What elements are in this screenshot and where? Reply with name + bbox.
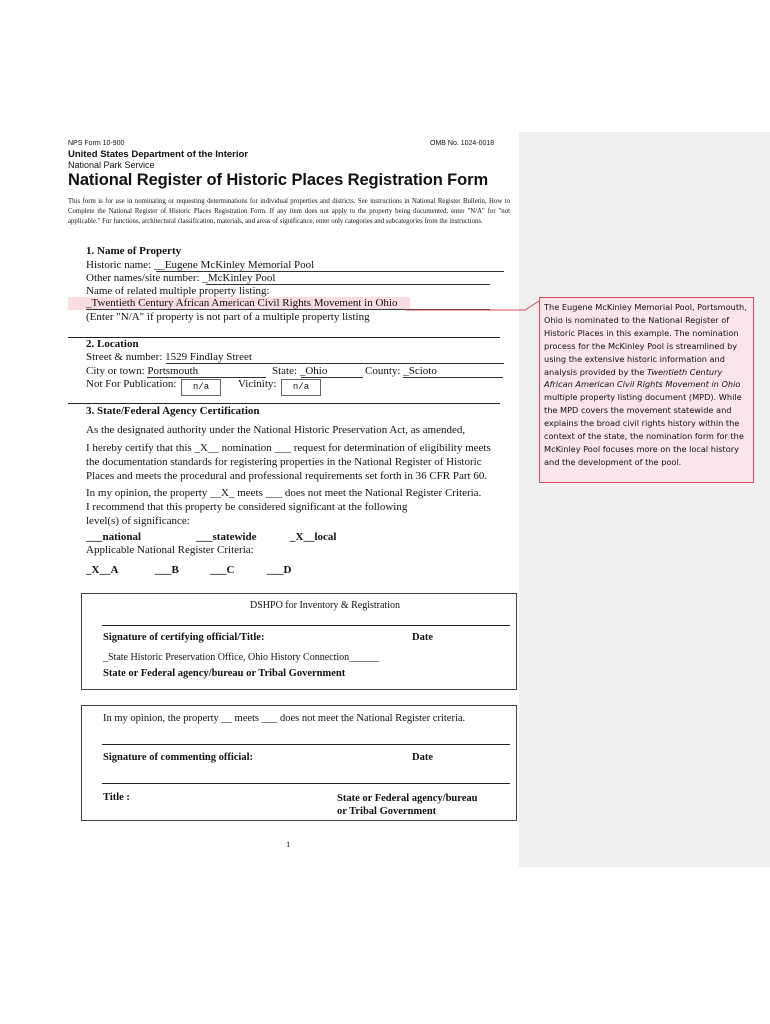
commenting-agency-line-2: or Tribal Government [337, 806, 437, 817]
commenting-agency [337, 792, 477, 818]
historic-name-value[interactable]: __Eugene McKinley Memorial Pool [153, 259, 315, 271]
street-value[interactable]: 1529 Findlay Street [165, 351, 252, 363]
street-label: Street & number: [86, 351, 163, 363]
opinion-line-3: level(s) of significance: [86, 515, 190, 527]
nfp-field[interactable]: n/a [181, 379, 221, 396]
level-statewide[interactable]: ___statewide [196, 531, 257, 543]
certification-intro: As the designated authority under the National Historic Preservation Act, as amended, [86, 424, 466, 436]
historic-name-label: Historic name: [86, 259, 152, 271]
comment-text-1: The Eugene McKinley Memorial Pool, Portsmouth, Ohio is nominated to the National Register of Historic Places in this example. The nomination process for the McKinley Pool is streamlined by using the extensive historic information and analysis provided by the [544, 302, 747, 377]
criteria-c[interactable]: ___C [210, 564, 235, 576]
other-names-row [86, 272, 275, 284]
section-3-heading: 3. State/Federal Agency Certification [86, 405, 260, 417]
street-underline [166, 363, 504, 364]
divider [68, 403, 500, 404]
comment-sidebar [519, 132, 770, 867]
city-value[interactable]: Portsmouth [147, 365, 199, 377]
historic-name-row [86, 259, 314, 271]
signature-line[interactable] [102, 625, 510, 626]
commenting-agency-line-1: State or Federal agency/bureau [337, 793, 478, 804]
state-label: State: [272, 365, 298, 377]
comment-text-2: multiple property listing document (MPD). While the MPD covers the movement statewide and explains the broad civil rights history within the context of the state, the nomination form for the McKinley Pool focuses more on the local history and the development of the pool. [544, 392, 744, 467]
page-title: National Register of Historic Places Registration Form [68, 171, 489, 189]
related-listing-label: Name of related multiple property listing: [86, 285, 270, 297]
opinion-line-2: I recommend that this property be considered significant at the following [86, 501, 408, 513]
level-national[interactable]: ___national [86, 531, 142, 543]
nfp-label: Not For Publication: [86, 378, 177, 390]
form-number: NPS Form 10-900 [68, 140, 125, 147]
certify-line-3: Places and meets the procedural and professional requirements set forth in 36 CFR Part 60. [86, 470, 488, 482]
county-value[interactable]: _Scioto [403, 365, 437, 377]
other-names-value[interactable]: _McKinley Pool [202, 272, 276, 284]
section-1-heading: 1. Name of Property [86, 245, 182, 257]
criteria-a[interactable]: _X__A [86, 564, 119, 576]
na-note: (Enter "N/A" if property is not part of a multiple property listing [86, 311, 370, 323]
commenting-signature-label: Signature of commenting official: [103, 752, 253, 763]
certify-line-1: I hereby certify that this _X__ nomination ___ request for determination of eligibility meets [86, 442, 491, 454]
signature-line[interactable] [102, 744, 510, 745]
section-2-heading: 2. Location [86, 338, 139, 350]
comment-bubble[interactable] [539, 297, 754, 483]
service: National Park Service [68, 160, 155, 170]
city-label: City or town: [86, 365, 145, 377]
page-number: 1 [286, 839, 291, 849]
vicinity-label: Vicinity: [238, 378, 277, 390]
criteria-d[interactable]: ___D [267, 564, 292, 576]
level-local[interactable]: _X__local [290, 531, 337, 543]
county-label: County: [365, 365, 401, 377]
title-label: Title : [103, 792, 130, 803]
title-line[interactable] [102, 783, 510, 784]
certify-line-2: the documentation standards for registering properties in the National Register of Historic [86, 456, 482, 468]
certifying-date-label: Date [412, 632, 433, 643]
state-value[interactable]: _Ohio [299, 365, 328, 377]
other-names-label: Other names/site number: [86, 272, 200, 284]
certifying-office[interactable]: _State Historic Preservation Office, Ohio History Connection______ [103, 652, 380, 663]
street-row [86, 351, 252, 363]
opinion-text [86, 486, 481, 528]
county-underline [403, 377, 503, 378]
certifying-agency-label: State or Federal agency/bureau or Tribal Government [103, 668, 346, 679]
comment-text-italic: Twentieth Century African American Civil Rights Movement in Ohio [544, 366, 741, 390]
comment-connector [405, 300, 545, 314]
certification-text [86, 441, 491, 483]
city-row [86, 365, 198, 377]
vicinity-field[interactable]: n/a [281, 379, 321, 396]
criteria-label: Applicable National Register Criteria: [86, 544, 254, 556]
state-row [272, 365, 327, 377]
state-underline [301, 377, 363, 378]
instructions: This form is for use in nominating or requesting determinations for individual properties and districts. See instructions in National Register Bulletin, How to Complete the National Register of Historic Places Registration Form. If any item does not apply to the property being documented, enter "N/A" for "not applicable." For functions, architectural classification, materials, and areas of significance, enter only categories and subcategories from the instructions. [68, 198, 510, 225]
related-listing-value[interactable]: _Twentieth Century African American Civil Rights Movement in Ohio [86, 297, 398, 309]
county-row [365, 365, 437, 377]
commenting-date-label: Date [412, 752, 433, 763]
dshpo-caption: DSHPO for Inventory & Registration [250, 600, 400, 611]
criteria-b[interactable]: ___B [155, 564, 179, 576]
certifying-signature-label: Signature of certifying official/Title: [103, 632, 265, 643]
commenting-opinion: In my opinion, the property __ meets ___ does not meet the National Register criteria. [103, 713, 466, 724]
department: United States Department of the Interior [68, 149, 248, 160]
omb-number: OMB No. 1024-0018 [430, 140, 495, 147]
opinion-line-1: In my opinion, the property __X_ meets ___ does not meet the National Register Criteria. [86, 487, 482, 499]
